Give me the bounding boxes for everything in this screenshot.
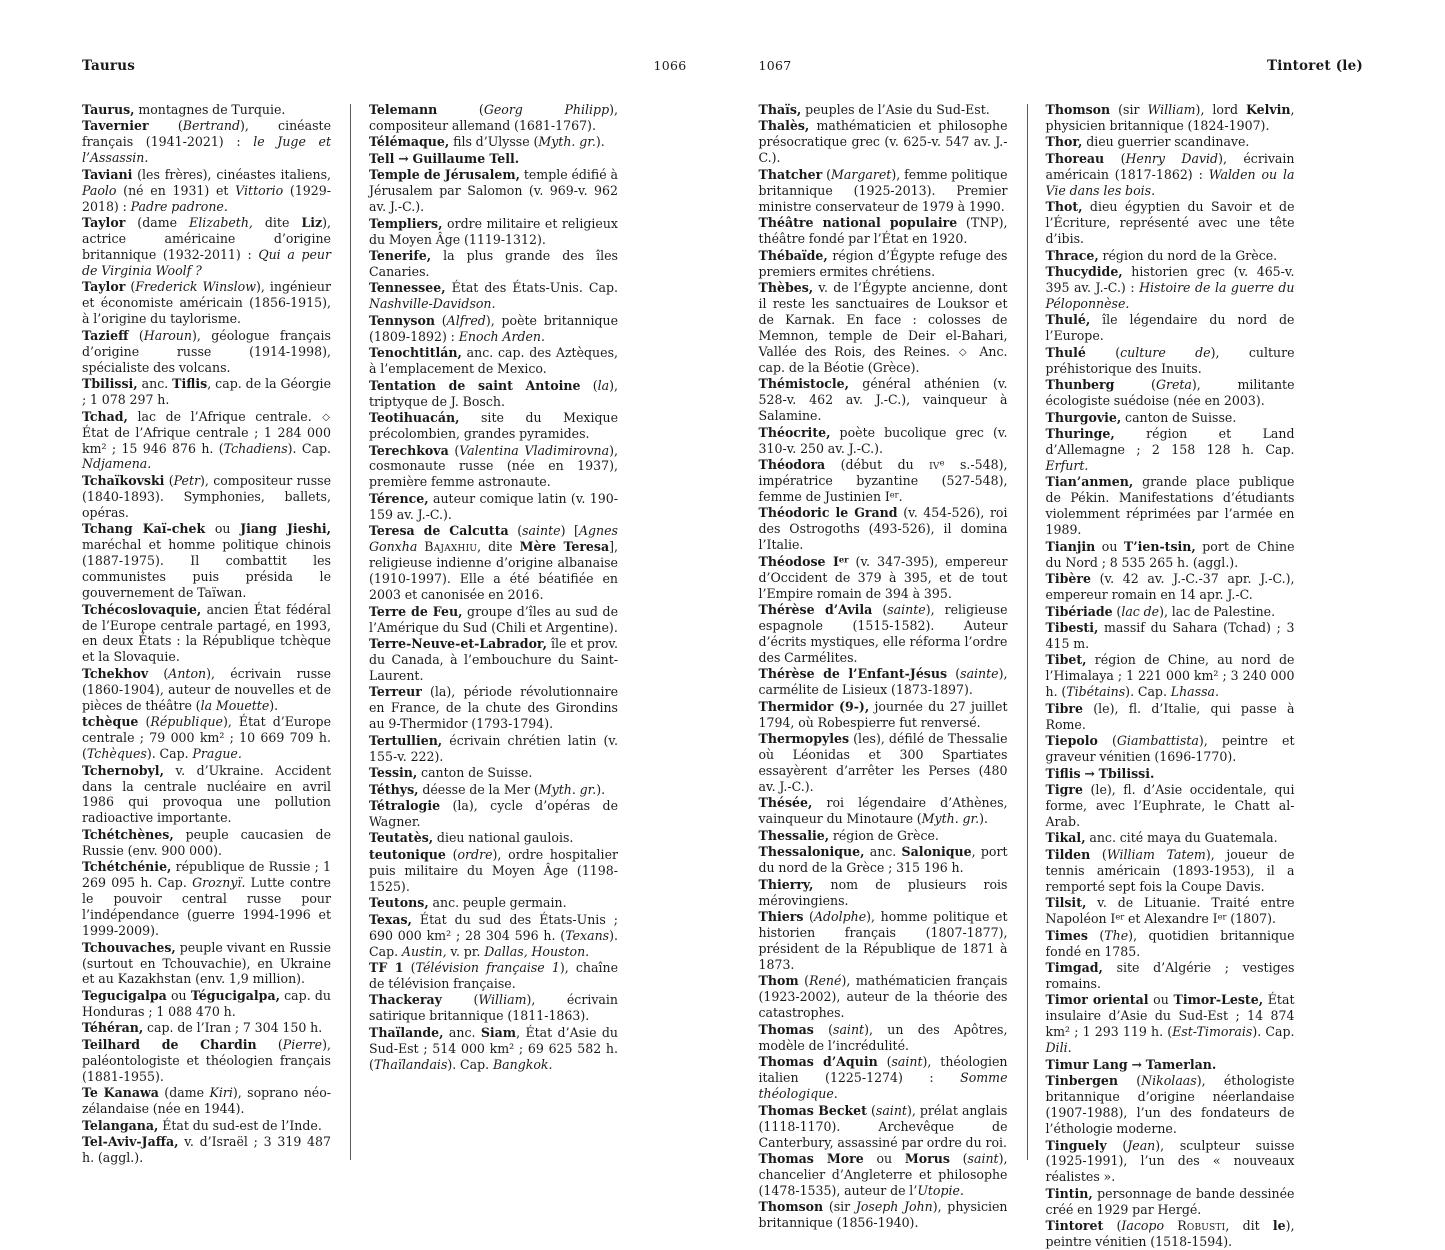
dictionary-entry: tchèque (République), État d’Europe centrale ; 79 000 km² ; 10 669 709 h. (Tchèques). Cap. Prague. [82, 714, 331, 762]
dictionary-entry: Thomas Becket (saint), prélat anglais (1118-1170). Archevêque de Canterbury, assassiné par ordre du roi. [759, 1103, 1008, 1151]
dictionary-entry: Thulé (culture de), culture préhistorique des Inuits. [1046, 345, 1295, 377]
dictionary-entry: Thessalie, région de Grèce. [759, 828, 1008, 844]
dictionary-entry: Thébaïde, région d’Égypte refuge des premiers ermites chrétiens. [759, 248, 1008, 280]
dictionary-entry: Tegucigalpa ou Tégucigalpa, cap. du Honduras ; 1 088 470 h. [82, 988, 331, 1020]
dictionary-entry: Théocrite, poète bucolique grec (v. 310-v. 250 av. J.-C.). [759, 425, 1008, 457]
dictionary-entry: Timgad, site d’Algérie ; vestiges romains. [1046, 960, 1295, 992]
dictionary-entry: Thérèse d’Avila (sainte), religieuse espagnole (1515-1582). Auteur d’écrits mystiques, elle réforma l’ordre des Carmélites. [759, 602, 1008, 666]
dictionary-entry: Thot, dieu égyptien du Savoir et de l’Écriture, représenté avec une tête d’ibis. [1046, 199, 1295, 247]
dictionary-entry: Théâtre national populaire (TNP), théâtre fondé par l’État en 1920. [759, 215, 1008, 247]
dictionary-entry: Thalès, mathématicien et philosophe présocratique grec (v. 625-v. 547 av. J.-C.). [759, 118, 1008, 166]
dictionary-entry: Terre de Feu, groupe d’îles au sud de l’Amérique du Sud (Chili et Argentine). [369, 604, 618, 636]
left-page [0, 0, 723, 1202]
dictionary-entry: Telemann (Georg Philipp), compositeur allemand (1681-1767). [369, 102, 618, 134]
dictionary-entry: Telangana, État du sud-est de l’Inde. [82, 1118, 331, 1134]
left-page-columns [82, 102, 687, 1162]
dictionary-entry: Taviani (les frères), cinéastes italiens, Paolo (né en 1931) et Vittorio (1929-2018) : Padre padrone. [82, 167, 331, 215]
right-page [723, 0, 1445, 1202]
dictionary-entry: Tibet, région de Chine, au nord de l’Himalaya ; 1 221 000 km² ; 3 240 000 h. (Tibétains). Cap. Lhassa. [1046, 652, 1295, 700]
dictionary-entry: Taylor (dame Elizabeth, dite Liz), actrice américaine d’origine britannique (1932-2011) : Qui a peur de Virginia Woolf ? [82, 215, 331, 279]
dictionary-entry: Timor oriental ou Timor-Leste, État insulaire d’Asie du Sud-Est ; 14 874 km² ; 1 293 119 h. (Est-Timorais). Cap. Dili. [1046, 992, 1295, 1056]
left-headword-guide: Taurus [82, 58, 135, 74]
dictionary-entry: Thèbes, v. de l’Égypte ancienne, dont il reste les sanctuaires de Louksor et de Karnak. En face : colosses de Memnon, temple de Deir el-Bahari, Vallée des Rois, des Reines. ◇ Anc. cap. de la Béotie (Grèce). [759, 280, 1008, 376]
dictionary-entry: Templiers, ordre militaire et religieux du Moyen Âge (1119-1312). [369, 216, 618, 248]
column-divider-rule [1027, 104, 1028, 1160]
dictionary-entry: Thomson (sir Joseph John), physicien britannique (1856-1940). [759, 1199, 1008, 1231]
dictionary-entry: Taurus, montagnes de Turquie. [82, 102, 331, 118]
dictionary-entry: Tinbergen (Nikolaas), éthologiste britannique d’origine néerlandaise (1907-1988), l’un des fondateurs de l’éthologie moderne. [1046, 1073, 1295, 1137]
dictionary-entry: Teutons, anc. peuple germain. [369, 895, 618, 911]
dictionary-entry: Tinguely (Jean), sculpteur suisse (1925-1991), l’un des « nouveaux réalistes ». [1046, 1138, 1295, 1186]
dictionary-entry: Timur Lang → Tamerlan. [1046, 1057, 1295, 1073]
dictionary-entry: Tentation de saint Antoine (la), triptyque de J. Bosch. [369, 378, 618, 410]
dictionary-entry: Tchekhov (Anton), écrivain russe (1860-1904), auteur de nouvelles et de pièces de théâtre (la Mouette). [82, 666, 331, 714]
dictionary-entry: Tianjin ou T’ien-tsin, port de Chine du Nord ; 8 535 265 h. (aggl.). [1046, 539, 1295, 571]
dictionary-entry: Thaïlande, anc. Siam, État d’Asie du Sud-Est ; 514 000 km² ; 69 625 582 h. (Thaïlandais). Cap. Bangkok. [369, 1025, 618, 1073]
dictionary-entry: Théodoric le Grand (v. 454-526), roi des Ostrogoths (493-526), il domina l’Italie. [759, 505, 1008, 553]
dictionary-entry: Tchad, lac de l’Afrique centrale. ◇ État de l’Afrique centrale ; 1 284 000 km² ; 15 946 876 h. (Tchadiens). Cap. Ndjamena. [82, 409, 331, 473]
dictionary-entry: Tell → Guillaume Tell. [369, 151, 618, 167]
dictionary-entry: Tennyson (Alfred), poète britannique (1809-1892) : Enoch Arden. [369, 313, 618, 345]
dictionary-entry: Thor, dieu guerrier scandinave. [1046, 134, 1295, 150]
dictionary-entry: Tenerife, la plus grande des îles Canaries. [369, 248, 618, 280]
dictionary-entry: Théodose Ier (v. 347-395), empereur d’Occident de 379 à 395, et de tout l’Empire romain de 394 à 395. [759, 554, 1008, 602]
dictionary-entry: Thunberg (Greta), militante écologiste suédoise (née en 2003). [1046, 377, 1295, 409]
dictionary-entry: Tiepolo (Giambattista), peintre et graveur vénitien (1696-1770). [1046, 733, 1295, 765]
column-1 [82, 102, 350, 1162]
dictionary-entry: Tikal, anc. cité maya du Guatemala. [1046, 830, 1295, 846]
column-4 [1027, 102, 1295, 1162]
dictionary-entry: Teutatès, dieu national gaulois. [369, 830, 618, 846]
column-3 [759, 102, 1027, 1162]
dictionary-entry: Tilden (William Tatem), joueur de tennis américain (1893-1953), il a remporté sept fois la Coupe Davis. [1046, 847, 1295, 895]
dictionary-entry: Thurgovie, canton de Suisse. [1046, 410, 1295, 426]
dictionary-entry: Terre-Neuve-et-Labrador, île et prov. du Canada, à l’embouchure du Saint-Laurent. [369, 636, 618, 684]
dictionary-entry: Télémaque, fils d’Ulysse (Myth. gr.). [369, 134, 618, 150]
dictionary-entry: Te Kanawa (dame Kiri), soprano néo-zélandaise (née en 1944). [82, 1085, 331, 1117]
dictionary-entry: Térence, auteur comique latin (v. 190-159 av. J.-C.). [369, 491, 618, 523]
dictionary-entry: Texas, État du sud des États-Unis ; 690 000 km² ; 28 304 596 h. (Texans). Cap. Austin, v. pr. Dallas, Houston. [369, 912, 618, 960]
dictionary-entry: Tchernobyl, v. d’Ukraine. Accident dans la centrale nucléaire en avril 1986 qui provoqua une pollution radioactive importante. [82, 763, 331, 827]
dictionary-entry: Tian’anmen, grande place publique de Pékin. Manifestations d’étudiants violemment réprimées par l’armée en 1989. [1046, 474, 1295, 538]
dictionary-entry: Tintoret (Iacopo Robusti, dit le), peintre vénitien (1518-1594). [1046, 1218, 1295, 1250]
left-running-head [82, 58, 687, 76]
dictionary-entry: Teresa de Calcutta (sainte) [Agnes Gonxha Bajaxhiu, dite Mère Teresa], religieuse indienne d’origine albanaise (1910-1997). Elle a été béatifiée en 2003 et canonisée en 2016. [369, 523, 618, 603]
dictionary-entry: Tavernier (Bertrand), cinéaste français (1941-2021) : le Juge et l’Assassin. [82, 118, 331, 166]
dictionary-entry: Tenochtitlán, anc. cap. des Aztèques, à l’emplacement de Mexico. [369, 345, 618, 377]
dictionary-entry: Thomas (saint), un des Apôtres, modèle de l’incrédulité. [759, 1022, 1008, 1054]
dictionary-entry: Tertullien, écrivain chrétien latin (v. 155-v. 222). [369, 733, 618, 765]
dictionary-entry: Tibère (v. 42 av. J.-C.-37 apr. J.-C.), empereur romain en 14 apr. J.-C. [1046, 571, 1295, 603]
column-2 [350, 102, 618, 1162]
dictionary-entry: Tilsit, v. de Lituanie. Traité entre Napoléon Ier et Alexandre Ier (1807). [1046, 895, 1295, 927]
dictionary-entry: Times (The), quotidien britannique fondé en 1785. [1046, 928, 1295, 960]
dictionary-entry: Téthys, déesse de la Mer (Myth. gr.). [369, 782, 618, 798]
dictionary-entry: Thuringe, région et Land d’Allemagne ; 2 158 128 h. Cap. Erfurt. [1046, 426, 1295, 474]
dictionary-entry: Théodora (début du $iv^e$ s.-548), impératrice byzantine (527-548), femme de Justinien Ier. [759, 457, 1008, 505]
dictionary-entry: Thrace, région du nord de la Grèce. [1046, 248, 1295, 264]
dictionary-entry: Thackeray (William), écrivain satirique britannique (1811-1863). [369, 992, 618, 1024]
dictionary-entry: Tibériade (lac de), lac de Palestine. [1046, 604, 1295, 620]
right-page-number: 1067 [759, 58, 792, 73]
dictionary-entry: Tibesti, massif du Sahara (Tchad) ; 3 415 m. [1046, 620, 1295, 652]
dictionary-entry: Tessin, canton de Suisse. [369, 765, 618, 781]
dictionary-entry: Tintin, personnage de bande dessinée créé en 1929 par Hergé. [1046, 1186, 1295, 1218]
column-divider-rule [350, 104, 351, 1160]
dictionary-entry: teutonique (ordre), ordre hospitalier puis militaire du Moyen Âge (1198-1525). [369, 847, 618, 895]
dictionary-entry: Thermopyles (les), défilé de Thessalie où Léonidas et 300 Spartiates essayèrent d’arrêter les Perses (480 av. J.-C.). [759, 731, 1008, 795]
dictionary-entry: Thérèse de l’Enfant-Jésus (sainte), carmélite de Lisieux (1873-1897). [759, 666, 1008, 698]
dictionary-entry: Téhéran, cap. de l’Iran ; 7 304 150 h. [82, 1020, 331, 1036]
dictionary-entry: Thiers (Adolphe), homme politique et historien français (1807-1877), président de la République de 1871 à 1873. [759, 909, 1008, 973]
dictionary-entry: Tigre (le), fl. d’Asie occidentale, qui forme, avec l’Euphrate, le Chatt al-Arab. [1046, 782, 1295, 830]
dictionary-entry: Tbilissi, anc. Tiflis, cap. de la Géorgie ; 1 078 297 h. [82, 376, 331, 408]
dictionary-entry: Thucydide, historien grec (v. 465-v. 395 av. J.-C.) : Histoire de la guerre du Péloponnèse. [1046, 264, 1295, 312]
dictionary-entry: Temple de Jérusalem, temple édifié à Jérusalem par Salomon (v. 969-v. 962 av. J.-C.). [369, 167, 618, 215]
dictionary-entry: Thésée, roi légendaire d’Athènes, vainqueur du Minotaure (Myth. gr.). [759, 795, 1008, 827]
dictionary-entry: Thom (René), mathématicien français (1923-2002), auteur de la théorie des catastrophes. [759, 973, 1008, 1021]
dictionary-entry: Thessalonique, anc. Salonique, port du nord de la Grèce ; 315 196 h. [759, 844, 1008, 876]
right-page-columns [759, 102, 1364, 1162]
right-running-head [759, 58, 1364, 76]
dictionary-entry: Tennessee, État des États-Unis. Cap. Nashville-Davidson. [369, 280, 618, 312]
dictionary-entry: Tchang Kaï-chek ou Jiang Jieshi, maréchal et homme politique chinois (1887-1975). Il combattit les communistes puis présida le gouvernement de Taïwan. [82, 521, 331, 601]
dictionary-entry: Tiflis → Tbilissi. [1046, 766, 1295, 782]
dictionary-entry: Tchétchénie, république de Russie ; 1 269 095 h. Cap. Groznyï. Lutte contre le pouvoir central russe pour l’indépendance (guerre 1994-1996 et 1999-2009). [82, 859, 331, 939]
dictionary-entry: Tibre (le), fl. d’Italie, qui passe à Rome. [1046, 701, 1295, 733]
dictionary-entry: Tazieff (Haroun), géologue français d’origine russe (1914-1998), spécialiste des volcans. [82, 328, 331, 376]
dictionary-entry: Tchécoslovaquie, ancien État fédéral de l’Europe centrale partagé, en 1993, en deux États : la République tchèque et la Slovaquie. [82, 602, 331, 666]
dictionary-entry: Terechkova (Valentina Vladimirovna), cosmonaute russe (née en 1937), première femme astronaute. [369, 443, 618, 491]
dictionary-entry: Thoreau (Henry David), écrivain américain (1817-1862) : Walden ou la Vie dans les bois. [1046, 151, 1295, 199]
dictionary-entry: Thémistocle, général athénien (v. 528-v. 462 av. J.-C.), vainqueur à Salamine. [759, 376, 1008, 424]
dictionary-entry: Thierry, nom de plusieurs rois mérovingiens. [759, 877, 1008, 909]
left-page-number: 1066 [653, 58, 686, 73]
dictionary-entry: TF 1 (Télévision française 1), chaîne de télévision française. [369, 960, 618, 992]
dictionary-entry: Thatcher (Margaret), femme politique britannique (1925-2013). Premier ministre conservateur de 1979 à 1990. [759, 167, 1008, 215]
dictionary-entry: Tel-Aviv-Jaffa, v. d’Israël ; 3 319 487 h. (aggl.). [82, 1134, 331, 1166]
dictionary-entry: Thermidor (9-), journée du 27 juillet 1794, où Robespierre fut renversé. [759, 699, 1008, 731]
dictionary-entry: Taylor (Frederick Winslow), ingénieur et économiste américain (1856-1915), à l’origine du taylorisme. [82, 279, 331, 327]
dictionary-entry: Thomson (sir William), lord Kelvin, physicien britannique (1824-1907). [1046, 102, 1295, 134]
dictionary-entry: Tchétchènes, peuple caucasien de Russie (env. 900 000). [82, 827, 331, 859]
dictionary-entry: Teilhard de Chardin (Pierre), paléontologiste et théologien français (1881-1955). [82, 1037, 331, 1085]
dictionary-entry: Tétralogie (la), cycle d’opéras de Wagner. [369, 798, 618, 830]
dictionary-entry: Terreur (la), période révolutionnaire en France, de la chute des Girondins au 9-Thermidor (1793-1794). [369, 684, 618, 732]
dictionary-entry: Thulé, île légendaire du nord de l’Europe. [1046, 312, 1295, 344]
right-headword-guide: Tintoret (le) [1267, 58, 1363, 74]
dictionary-entry: Tchouvaches, peuple vivant en Russie (surtout en Tchouvachie), en Ukraine et au Kazakhstan (env. 1,9 million). [82, 940, 331, 988]
dictionary-entry: Thaïs, peuples de l’Asie du Sud-Est. [759, 102, 1008, 118]
dictionary-entry: Tchaïkovski (Petr), compositeur russe (1840-1893). Symphonies, ballets, opéras. [82, 473, 331, 521]
dictionary-entry: Thomas More ou Morus (saint), chancelier d’Angleterre et philosophe (1478-1535), auteur de l’Utopie. [759, 1151, 1008, 1199]
dictionary-entry: Teotihuacán, site du Mexique précolombien, grandes pyramides. [369, 410, 618, 442]
dictionary-entry: Thomas d’Aquin (saint), théologien italien (1225-1274) : Somme théologique. [759, 1054, 1008, 1102]
